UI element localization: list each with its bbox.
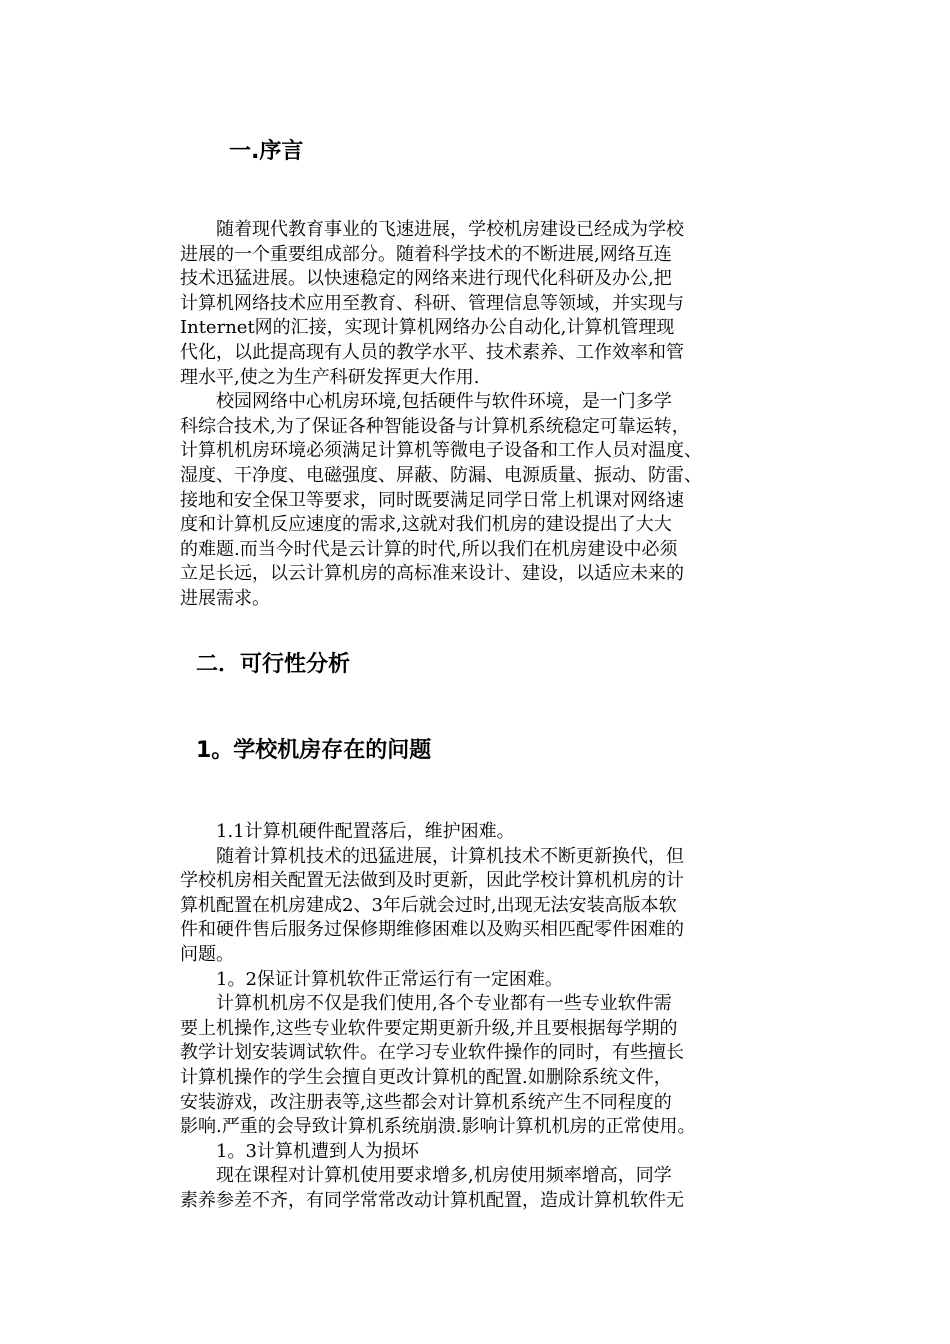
text-line: 进展需求。 (180, 587, 270, 609)
text-line: 1。2保证计算机软件正常运行有一定困难。 (180, 968, 563, 990)
text-line: 件和硬件售后服务过保修期维修困难以及购买相匹配零件困难的 (180, 919, 684, 941)
text-line: 现在课程对计算机使用要求增多,机房使用频率增高，同学 (180, 1165, 672, 1187)
text-line: 立足长远，以云计算机房的高标准来设计、建设，以适应未来的 (180, 563, 684, 585)
text-line: 随着现代教育事业的飞速进展，学校机房建设已经成为学校 (180, 219, 684, 240)
section-heading-feasibility: 二．可行性分析 (196, 652, 351, 677)
text-line: 要上机操作,这些专业软件要定期更新升级,并且要根据每学期的 (180, 1017, 678, 1039)
text-line: 安装游戏，改注册表等,这些都会对计算机系统产生不同程度的 (180, 1091, 672, 1113)
text-line: 理水平,使之为生产科研发挥更大作用. (180, 366, 480, 388)
text-line: Internet网的汇接，实现计算机网络办公自动化,计算机管理现 (180, 317, 675, 339)
text-line: 校园网络中心机房环境,包括硬件与软件环境，是一门多学 (180, 391, 672, 413)
text-line: 学校机房相关配置无法做到及时更新，因此学校计算机机房的计 (180, 870, 684, 892)
text-line: 随着计算机技术的迅猛进展，计算机技术不断更新换代，但 (180, 845, 684, 867)
text-line: 科综合技术,为了保证各种智能设备与计算机系统稳定可靠运转， (180, 415, 690, 437)
text-line: 代化，以此提高现有人员的教学水平、技术素养、工作效率和管 (180, 341, 684, 363)
text-line: 计算机网络技术应用至教育、科研、管理信息等领域，并实现与 (180, 292, 684, 314)
text-line: 1。3计算机遭到人为损坏 (180, 1140, 419, 1162)
text-line: 计算机机房环境必须满足计算机等微电子设备和工作人员对温度、 (180, 440, 702, 462)
text-line: 接地和安全保卫等要求，同时既要满足同学日常上机课对网络速 (180, 489, 684, 511)
text-line: 湿度、干净度、电磁强度、屏蔽、防漏、电源质量、振动、防雷、 (180, 464, 702, 486)
text-line: 技术迅猛进展。以快速稳定的网络来进行现代化科研及办公,把 (180, 268, 672, 290)
text-line: 计算机操作的学生会擅自更改计算机的配置.如删除系统文件， (180, 1066, 672, 1088)
text-line: 算机配置在机房建成2、3年后就会过时,出现无法安装高版本软 (180, 894, 677, 916)
problems-body (180, 820, 802, 1214)
text-line: 的难题.而当今时代是云计算的时代,所以我们在机房建设中必须 (180, 538, 678, 560)
text-line: 进展的一个重要组成部分。随着科学技术的不断进展,网络互连 (180, 243, 672, 265)
section-heading-preface: 一.序言 (229, 139, 304, 164)
text-line: 影响.严重的会导致计算机系统崩溃.影响计算机机房的正常使用。 (180, 1116, 696, 1138)
subsection-heading-problems: 1。学校机房存在的问题 (196, 738, 432, 763)
text-line: 1.1计算机硬件配置落后，维护困难。 (180, 821, 515, 842)
text-line: 计算机机房不仅是我们使用,各个专业都有一些专业软件需 (180, 993, 672, 1015)
text-line: 问题。 (180, 943, 234, 965)
text-line: 度和计算机反应速度的需求,这就对我们机房的建设提出了大大 (180, 514, 672, 536)
preface-body (180, 218, 802, 612)
text-line: 教学计划安装调试软件。在学习专业软件操作的同时，有些擅长 (180, 1042, 684, 1064)
text-line: 素养参差不齐，有同学常常改动计算机配置，造成计算机软件无 (180, 1189, 684, 1211)
